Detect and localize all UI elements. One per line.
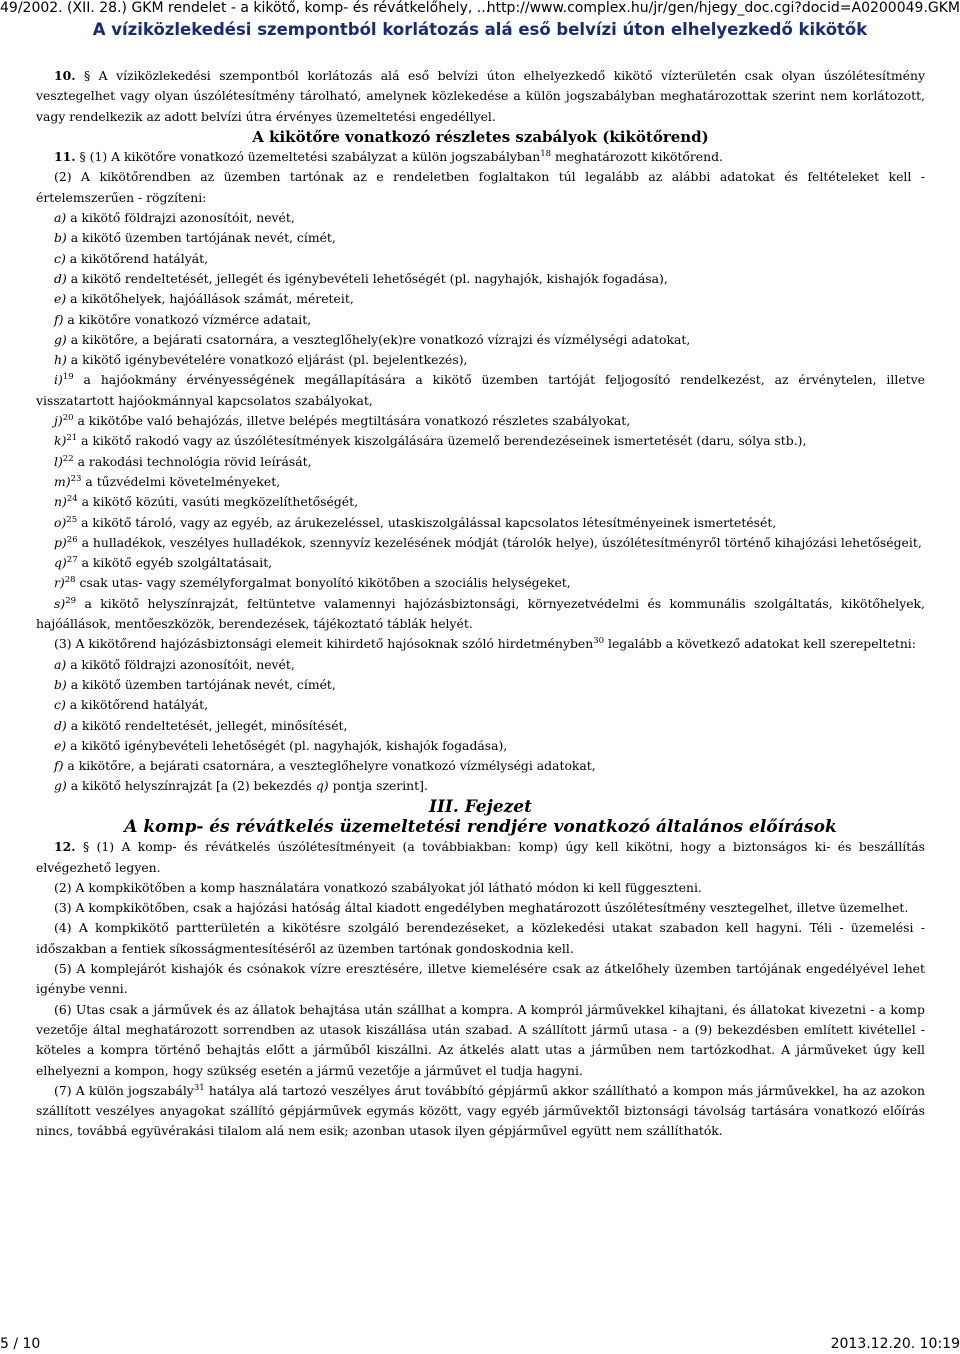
list-items-3	[36, 655, 925, 777]
list-letter: b)	[54, 230, 67, 246]
paragraph-text: (7) A külön jogszabály	[54, 1082, 194, 1098]
footnote-link[interactable]: 30	[593, 636, 605, 647]
print-timestamp: 2013.12.20. 10:19	[830, 1336, 960, 1352]
list-letter: h)	[54, 352, 67, 368]
list-item	[36, 736, 925, 756]
list-letter: a)	[54, 210, 67, 226]
list-items-2	[36, 208, 925, 634]
paragraph-11-1	[36, 147, 925, 167]
paragraph-number: 10.	[54, 68, 76, 83]
list-letter: f)	[54, 758, 64, 774]
list-item	[36, 228, 925, 248]
list-text: a kikötő helyszínrajzát, feltüntetve valamennyi hajózásbiztonsági, környezetvédelmi és kommunális szolgáltatás, kikötőhelyek, hajóállások, mentőeszközök, berendezések, tájékoztató táblák helyét.	[36, 595, 925, 632]
list-letter: i)	[54, 372, 63, 388]
list-letter: l)	[54, 453, 63, 469]
paragraph-12-4: (4) A kompkikötő partterületén a kikötésre szolgáló berendezéseket, a közlekedési utakat szabadon kell hagyni. Téli - üzemelési - időszakban a fentiek síkosságmentesítéséről az üzemben tartónak gondoskodnia kell.	[36, 920, 925, 956]
list-text: a kikötőbe való behajózás, illetve belépés megtiltására vonatkozó részletes szabályokat,	[77, 413, 631, 429]
list-item	[36, 249, 925, 269]
list-item	[36, 533, 925, 553]
list-letter: k)	[54, 433, 67, 449]
list-text: a kikötőre vonatkozó vízmérce adatait,	[67, 311, 312, 327]
list-text: a rakodási technológia rövid leírását,	[77, 453, 312, 469]
list-letter: g)	[54, 331, 67, 347]
list-item	[36, 716, 925, 736]
list-text: a kikötő üzemben tartójának nevét, címét,	[70, 230, 336, 246]
list-item	[36, 492, 925, 512]
chapter-title: A komp- és révátkelés üzemeltetési rendjére vonatkozó általános előírások	[124, 816, 837, 837]
list-text: a kikötő igénybevételére vonatkozó eljárást (pl. bejelentkezés),	[70, 352, 468, 368]
list-item	[36, 594, 925, 635]
list-letter: e)	[54, 737, 67, 753]
list-letter: a)	[54, 656, 67, 672]
list-item	[36, 573, 925, 593]
list-item	[36, 553, 925, 573]
list-letter: s)	[54, 595, 66, 611]
list-item	[36, 472, 925, 492]
list-item	[36, 350, 925, 370]
paragraph-text: legalább a következő adatokat kell szerepeltetni:	[608, 636, 916, 652]
list-item	[36, 411, 925, 431]
page-footer	[0, 1336, 960, 1354]
list-letter: d)	[54, 270, 67, 286]
list-letter: m)	[54, 473, 71, 489]
footnote-link[interactable]: 31	[193, 1082, 205, 1093]
list-text: a kikötőre, a bejárati csatornára, a veszteglőhely(ek)re vonatkozó vízrajzi és vízmélységi adatokat,	[70, 331, 691, 347]
list-letter: o)	[54, 514, 67, 530]
list-letter: f)	[54, 311, 64, 327]
paragraph-text: hatálya alá tartozó veszélyes árut továbbító gépjármű akkor szállítható a kompon más járművekkel, ha az azokon szállított veszélyes anyagokat szállító gépjárművek egymás között, vagy egyéb járművektől biztonsági távolság tartására vonatkozó előírás nincs, továbbá együvérakási tilalom alá nem esik; azonban utasok ilyen gépjárművel együtt nem szállíthatók.	[36, 1082, 925, 1139]
list-item	[36, 513, 925, 533]
list-text: a kikötőrend hatályát,	[69, 697, 209, 713]
paragraph-12-5: (5) A komplejárót kishajók és csónakok vízre eresztésére, illetve kiemelésére csak az átkelőhely üzemben tartójának engedélyével lehet igénybe venni.	[36, 961, 925, 997]
list-text: a tűzvédelmi követelményeket,	[85, 473, 281, 489]
header-url[interactable]: http://www.complex.hu/jr/gen/hjegy_doc.cgi?docid=A0200049.GKM	[486, 0, 960, 16]
list-text: a kikötőhelyek, hajóállások számát, méreteit,	[70, 291, 354, 307]
list-item	[36, 655, 925, 675]
header-doc-name: 49/2002. (XII. 28.) GKM rendelet - a kikötő, komp- és révátkelőhely, ...	[0, 0, 491, 16]
list-item	[36, 330, 925, 350]
paragraph-12-6: (6) Utas csak a járművek és az állatok behajtása után szállhat a kompra. A kompról járművekkel kihajtani, és állatokat kivezetni - a komp vezetője által meghatározott sorrendben az utasok kiszállása után szabad. A szállított jármű utasa - a (9) bekezdésben említett kivétellel - köteles a kompra történő behajtás előtt a járműből kiszállni. Az átkelés alatt utas a járműben nem tartózkodhat. A járműveket úgy kell elhelyezni a kompon, hogy szükség esetén a jármű vezetője a járművet el tudja hagyni.	[36, 1001, 925, 1078]
footnote-link[interactable]: 25	[66, 514, 78, 525]
list-item	[36, 431, 925, 451]
list-letter: c)	[54, 697, 66, 713]
list-letter: g)	[54, 778, 67, 794]
paragraph-text: (3) A kikötőrend hajózásbiztonsági elemeit kihirdető hajósoknak szóló hirdetményben	[54, 636, 594, 652]
list-text: a kikötő földrajzi azonosítóit, nevét,	[70, 656, 295, 672]
paragraph-number: 11.	[54, 149, 76, 165]
list-item	[36, 776, 925, 796]
paragraph-text: § A víziközlekedési szempontból korlátozás alá eső belvízi úton elhelyezkedő kikötő vízterületén csak olyan úszólétesítmény vesztegelhet vagy olyan úszólétesítmény tárolható, amelynek közlekedése a külön jogszabályban meghatározottak szerint nem korlátozott, vagy rendelkezik az adott belvízi útra érvényes üzemeltetési engedéllyel.	[36, 68, 925, 124]
paragraph-12-7	[36, 1081, 925, 1142]
paragraph-number: 12.	[54, 839, 76, 855]
list-text: a kikötőrend hatályát,	[69, 250, 209, 266]
list-text: csak utas- vagy személyforgalmat bonyolító kikötőben a szociális helységeket,	[79, 575, 571, 591]
list-text: a kikötő rakodó vagy az úszólétesítmények kiszolgálására üzemelő berendezéseinek ismertetését (daru, sólya stb.),	[81, 433, 807, 449]
list-item	[36, 269, 925, 289]
list-letter: c)	[54, 250, 66, 266]
page-header	[0, 0, 960, 18]
footnote-link[interactable]: 29	[65, 595, 77, 606]
footnote-link[interactable]: 26	[66, 534, 78, 545]
paragraph-12-3: (3) A kompkikötőben, csak a hajózási hatóság által kiadott engedélyben meghatározott úszólétesítmény vesztegelhet, illetve üzemelhet.	[54, 900, 909, 916]
list-text: a hulladékok, veszélyes hulladékok, szennyvíz kezelésének módját (tárolók helye), úszólétesítményről történő kihajózási lehetőségeit,	[81, 534, 922, 550]
footnote-link[interactable]: 19	[62, 372, 74, 383]
list-text: a kikötő rendeltetését, jellegét, minősítését,	[70, 717, 348, 733]
list-item	[36, 695, 925, 715]
footnote-link[interactable]: 27	[66, 555, 78, 565]
footnote-link[interactable]: 28	[64, 575, 76, 586]
list-letter: j)	[54, 413, 63, 429]
list-text: a kikötő helyszínrajzát [a (2) bekezdés	[70, 778, 312, 794]
list-item	[36, 675, 925, 695]
list-text: a kikötő üzemben tartójának nevét, címét,	[70, 676, 336, 692]
footnote-link[interactable]: 22	[62, 453, 74, 464]
list-item	[36, 289, 925, 309]
paragraph-text: § (1) A komp- és révátkelés úszólétesítményeit (a továbbiakban: komp) úgy kell kikötni, hogy a biztonságos ki- és beszállítás elvégezhető legyen.	[36, 839, 925, 875]
page-number: 5 / 10	[0, 1336, 41, 1352]
paragraph-10	[36, 66, 925, 127]
list-item	[36, 370, 925, 411]
document-body	[36, 66, 925, 1142]
paragraph-text: § (1) A kikötőre vonatkozó üzemeltetési szabályzat a külön jogszabályban	[79, 149, 541, 165]
list-text: a kikötő tároló, vagy az egyéb, az árukezeléssel, utaskiszolgálással kapcsolatos létesítményeinek ismertetését,	[81, 514, 777, 530]
paragraph-12-2: (2) A kompkikötőben a komp használatára vonatkozó szabályokat jól látható módon ki kell függeszteni.	[54, 879, 702, 895]
chapter-number: III. Fejezet	[429, 796, 532, 817]
paragraph-11-2: (2) A kikötőrendben az üzemben tartónak az e rendeletben foglaltakon túl legalább az alábbi adatokat és feltételeket kell - értelemszerűen - rögzíteni:	[36, 169, 925, 205]
list-item	[36, 452, 925, 472]
list-letter: q)	[54, 555, 67, 571]
footnote-link[interactable]: 24	[66, 494, 78, 505]
list-text: a kikötő földrajzi azonosítóit, nevét,	[70, 210, 295, 226]
list-ref: q)	[315, 778, 329, 794]
list-item	[36, 310, 925, 330]
list-letter: n)	[54, 494, 67, 510]
paragraph-12-1	[36, 837, 925, 878]
paragraph-11-3	[36, 634, 925, 654]
document-title: A víziközlekedési szempontból korlátozás alá eső belvízi úton elhelyezkedő kikötők	[92, 20, 868, 39]
list-text: a kikötőre, a bejárati csatornára, a veszteglőhelyre vonatkozó vízmélységi adatokat,	[67, 758, 596, 774]
list-letter: e)	[54, 291, 67, 307]
list-text: a kikötő rendeltetését, jellegét és igénybevételi lehetőségét (pl. nagyhajók, kishajók fogadása),	[70, 270, 668, 286]
paragraph-text: meghatározott kikötőrend.	[554, 149, 723, 165]
footnote-link[interactable]: 23	[70, 473, 82, 484]
footnote-link[interactable]: 20	[62, 412, 74, 423]
list-letter: p)	[54, 534, 67, 550]
list-item	[36, 756, 925, 776]
list-item	[36, 208, 925, 228]
footnote-link[interactable]: 21	[66, 433, 78, 444]
list-letter: d)	[54, 717, 67, 733]
list-letter: r)	[54, 575, 65, 591]
list-text: pontja szerint].	[332, 778, 428, 794]
list-letter: b)	[54, 676, 67, 692]
section-title: A kikötőre vonatkozó részletes szabályok (kikötőrend)	[252, 127, 709, 146]
list-text: a kikötő igénybevételi lehetőségét (pl. nagyhajók, kishajók fogadása),	[70, 737, 508, 753]
list-text: a kikötő közúti, vasúti megközelíthetőségét,	[81, 494, 359, 510]
footnote-link[interactable]: 18	[540, 149, 552, 160]
list-text: a hajóokmány érvényességének megállapítására a kikötő üzemben tartóját feljogosító rendelkezést, az érvénytelen, illetve visszatartott hajóokmánnyal kapcsolatos szabályokat,	[36, 372, 925, 408]
list-text: a kikötő egyéb szolgáltatásait,	[81, 555, 273, 571]
